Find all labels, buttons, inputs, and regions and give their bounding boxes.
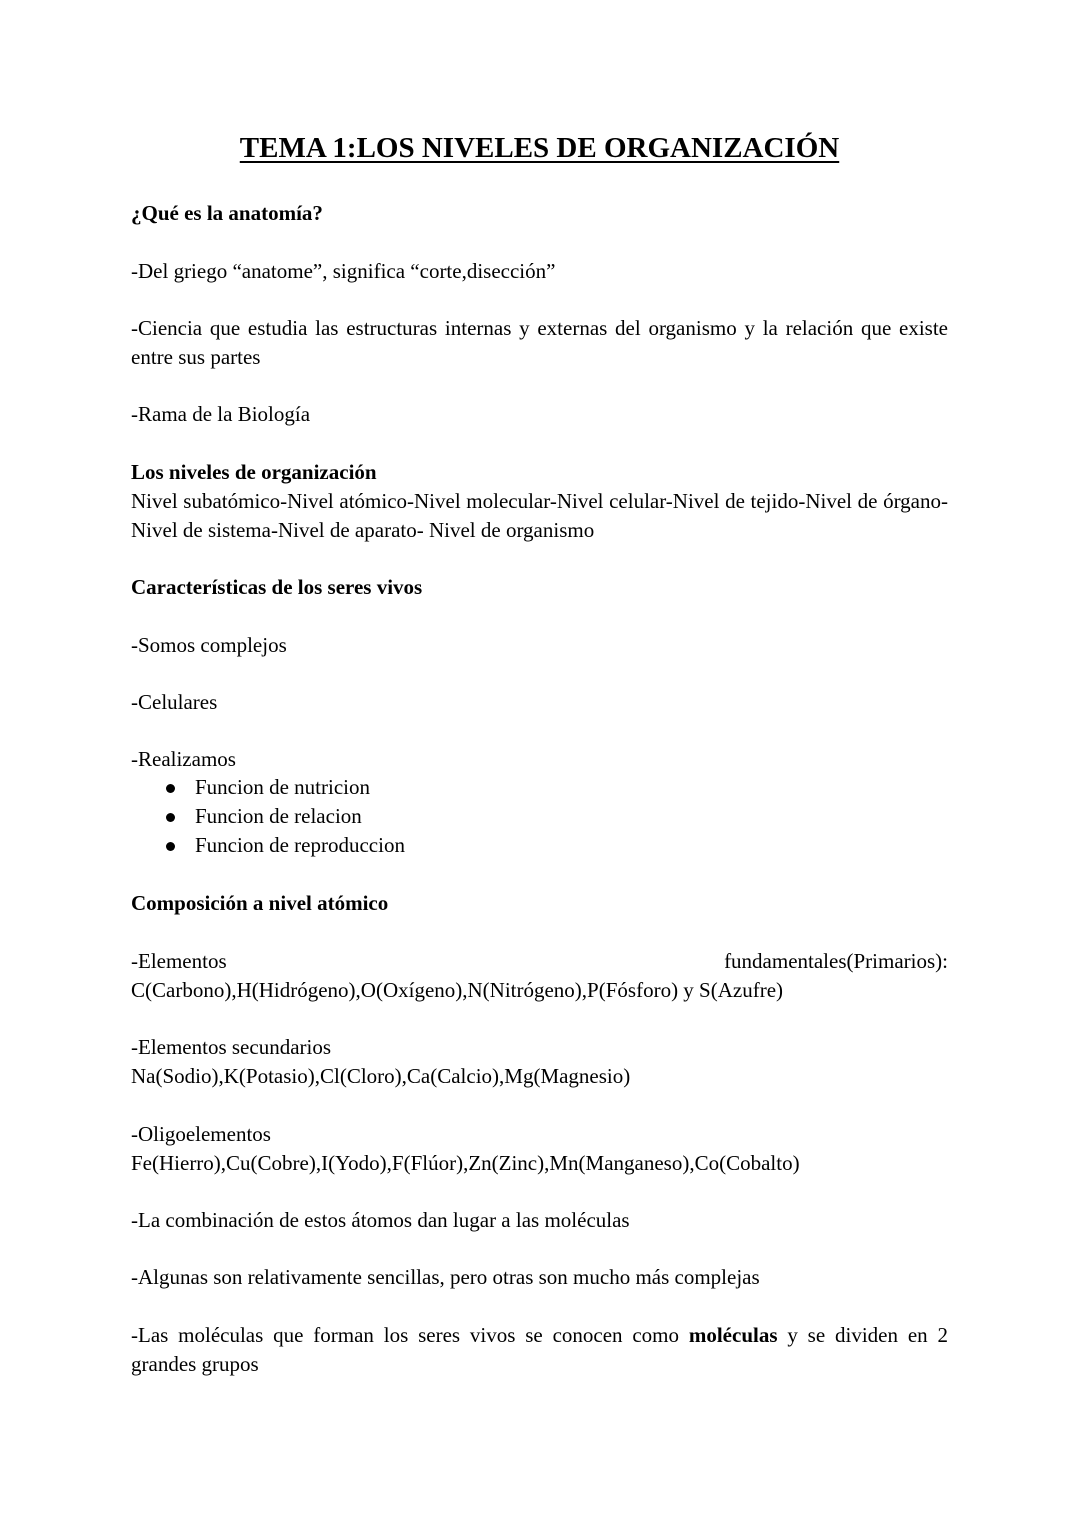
paragraph-complejos: -Somos complejos (131, 633, 287, 657)
paragraph-secundarios-list: Na(Sodio),K(Potasio),Cl(Cloro),Ca(Calcio),Mg(Magnesio) (131, 1064, 631, 1088)
heading-composicion: Composición a nivel atómico (131, 891, 389, 915)
paragraph-secundarios-label: -Elementos secundarios (131, 1035, 332, 1059)
bullet-icon (166, 784, 175, 793)
list-item-text: Funcion de nutricion (195, 775, 370, 799)
bullet-icon (166, 842, 175, 851)
paragraph-celulares: -Celulares (131, 690, 218, 714)
paragraph-griego: -Del griego “anatome”, significa “corte,disección” (131, 259, 556, 283)
heading-niveles: Los niveles de organización (131, 460, 377, 484)
paragraph-algunas: -Algunas son relativamente sencillas, pero otras son mucho más complejas (131, 1265, 760, 1289)
paragraph-moleculas (131, 1321, 948, 1379)
moleculas-text-before: -Las moléculas que forman los seres vivos se conocen como (131, 1323, 689, 1347)
list-item (131, 831, 948, 860)
moleculas-text-after: y se dividen en 2 grandes grupos (131, 1323, 948, 1376)
bullet-icon (166, 813, 175, 822)
paragraph-ciencia: -Ciencia que estudia las estructuras internas y externas del organismo y la relación que existe entre sus partes (131, 316, 948, 369)
bullet-list-funciones (131, 773, 948, 860)
paragraph-rama: -Rama de la Biología (131, 402, 311, 426)
list-item-text: Funcion de reproduccion (195, 833, 405, 857)
paragraph-oligo-list: Fe(Hierro),Cu(Cobre),I(Yodo),F(Flúor),Zn(Zinc),Mn(Manganeso),Co(Cobalto) (131, 1151, 800, 1175)
paragraph-oligo-label: -Oligoelementos (131, 1122, 271, 1146)
paragraph-fundamentales-line (131, 947, 948, 976)
paragraph-fundamentales-list: C(Carbono),H(Hidrógeno),O(Oxígeno),N(Nitrógeno),P(Fósforo) y S(Azufre) (131, 978, 784, 1002)
heading-caracteristicas: Características de los seres vivos (131, 575, 423, 599)
moleculas-bold: moléculas (688, 1323, 778, 1347)
heading-anatomia: ¿Qué es la anatomía? (131, 201, 323, 225)
list-item (131, 773, 948, 802)
paragraph-realizamos: -Realizamos (131, 747, 236, 771)
paragraph-combinacion: -La combinación de estos átomos dan lugar a las moléculas (131, 1208, 630, 1232)
list-item-text: Funcion de relacion (195, 804, 362, 828)
fundamentales-label: -Elementos (131, 949, 227, 973)
list-item (131, 802, 948, 831)
fundamentales-right: fundamentales(Primarios): (724, 949, 948, 973)
paragraph-niveles: Nivel subatómico-Nivel atómico-Nivel molecular-Nivel celular-Nivel de tejido-Nivel de órgano-Nivel de sistema-Nivel de aparato- Nivel de organismo (131, 489, 948, 542)
page-title: TEMA 1:LOS NIVELES DE ORGANIZACIÓN (239, 132, 840, 164)
